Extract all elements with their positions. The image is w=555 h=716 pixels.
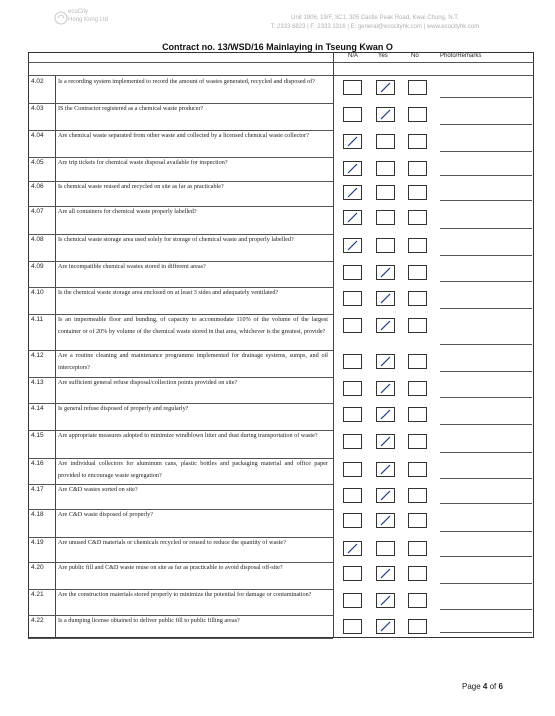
tick-mark-icon	[377, 620, 394, 633]
remarks-line[interactable]	[440, 503, 532, 504]
remarks-line[interactable]	[440, 424, 532, 425]
tick-mark-icon	[377, 292, 394, 305]
question-text: Are C&D wastes sorted on site?	[58, 486, 138, 493]
checkbox-no[interactable]	[408, 185, 427, 200]
checkbox-yes[interactable]	[376, 593, 395, 608]
remarks-line[interactable]	[440, 228, 532, 229]
question-text: Are chemical waste separated from other waste and collected by a licensed chemical waste collector?	[58, 132, 309, 139]
remarks-line[interactable]	[440, 124, 532, 125]
column-header-na: N/A	[348, 53, 359, 59]
question-text: Is an impermeable floor and bunding, of capacity to accommodate 110% of the volume of the largest container or of 20% by volume of the chemical waste stored in that area, whichever is the greatest, provide?	[58, 316, 328, 335]
checkbox-na[interactable]	[343, 107, 362, 122]
question-column-divider	[333, 52, 334, 638]
checkbox-no[interactable]	[408, 107, 427, 122]
question-text: Is a dumping license obtained to deliver public fill to public filling areas?	[58, 617, 240, 624]
column-header-no: No	[411, 53, 419, 59]
row-number: 4.21	[31, 591, 44, 598]
page-prefix: Page	[462, 682, 481, 691]
question-text: Are a routine cleaning and maintenance programme implemented for drainage systems, sumps, and oil interceptors?	[58, 352, 328, 371]
checkbox-yes[interactable]	[376, 619, 395, 634]
tick-mark-icon	[344, 135, 361, 148]
checkbox-no[interactable]	[408, 513, 427, 528]
checkbox-na[interactable]	[343, 161, 362, 176]
checkbox-no[interactable]	[408, 134, 427, 149]
question-text: Are incompatible chemical wastes stored in different areas?	[58, 263, 206, 270]
checkbox-yes[interactable]	[376, 318, 395, 333]
row-number: 4.19	[31, 539, 44, 546]
checkbox-yes[interactable]	[376, 407, 395, 422]
row-number: 4.06	[31, 183, 44, 190]
header-divider	[28, 62, 534, 63]
tick-mark-icon	[377, 489, 394, 502]
checkbox-yes[interactable]	[376, 185, 395, 200]
tick-mark-icon	[377, 266, 394, 279]
number-column-divider	[55, 75, 56, 638]
checkbox-yes[interactable]	[376, 161, 395, 176]
checkbox-na[interactable]	[343, 619, 362, 634]
checkbox-no[interactable]	[408, 210, 427, 225]
question-text: Are unused C&D materials or chemicals recycled or reused to reduce the quantity of waste?	[58, 539, 286, 546]
checkbox-na[interactable]	[343, 185, 362, 200]
remarks-line[interactable]	[440, 609, 532, 610]
question-text: Is chemical waste storage area used solely for storage of chemical waste and properly labelled?	[58, 236, 294, 243]
row-number: 4.08	[31, 236, 44, 243]
page-number	[462, 682, 503, 691]
remarks-line[interactable]	[440, 200, 532, 201]
tick-mark-icon	[344, 186, 361, 199]
question-text: Are C&D waste disposed of properly?	[58, 511, 154, 518]
checkbox-no[interactable]	[408, 291, 427, 306]
question-text: Are all containers for chemical waste properly labelled?	[58, 208, 197, 215]
page-total: 6	[498, 682, 503, 691]
checkbox-yes[interactable]	[376, 291, 395, 306]
checkbox-no[interactable]	[408, 381, 427, 396]
page-of: of	[489, 682, 497, 691]
question-text: IS the Contractor registered as a chemical waste producer?	[58, 105, 204, 112]
question-text: Is a recording system implemented to record the amount of wastes generated, recycled and disposed of?	[58, 78, 316, 85]
checkbox-no[interactable]	[408, 619, 427, 634]
checkbox-na[interactable]	[343, 434, 362, 449]
checkbox-no[interactable]	[408, 80, 427, 95]
address-line-1: Unit 1906, 19/F, 3C1, 305 Castle Peak Road, Kwai Chung, N.T.	[291, 15, 459, 21]
tick-mark-icon	[344, 239, 361, 252]
tick-mark-icon	[377, 435, 394, 448]
checkbox-yes[interactable]	[376, 354, 395, 369]
row-number: 4.14	[31, 405, 44, 412]
checkbox-yes[interactable]	[376, 134, 395, 149]
logo-line-1: ecoCity	[68, 9, 89, 15]
checkbox-na[interactable]	[343, 134, 362, 149]
tick-mark-icon	[377, 514, 394, 527]
tick-mark-icon	[377, 463, 394, 476]
page-title: Contract no. 13/WSD/16 Mainlaying in Tseung Kwan O	[162, 42, 393, 52]
checkbox-na[interactable]	[343, 593, 362, 608]
remarks-line[interactable]	[440, 344, 532, 345]
question-text: Are individual collectors for aluminum cans, plastic bottles and packaging material and office paper provided to encourage waste segregation?	[58, 460, 328, 479]
question-text: Is chemical waste reused and recycled on site as far as practicable?	[58, 183, 224, 190]
checkbox-yes[interactable]	[376, 238, 395, 253]
page-current: 4	[482, 682, 488, 691]
checkbox-yes[interactable]	[376, 210, 395, 225]
checkbox-no[interactable]	[408, 354, 427, 369]
checkbox-no[interactable]	[408, 407, 427, 422]
row-number: 4.02	[31, 78, 44, 85]
column-header-remarks: Photo/Remarks	[440, 53, 482, 59]
tick-mark-icon	[377, 81, 394, 94]
tick-mark-icon	[377, 567, 394, 580]
checkbox-yes[interactable]	[376, 488, 395, 503]
checkbox-no[interactable]	[408, 488, 427, 503]
question-text: Is general refuse disposed of properly and regularly?	[58, 405, 189, 412]
checkbox-no[interactable]	[408, 462, 427, 477]
remarks-line[interactable]	[440, 632, 532, 633]
tick-mark-icon	[344, 162, 361, 175]
checkbox-na[interactable]	[343, 354, 362, 369]
checkbox-yes[interactable]	[376, 513, 395, 528]
row-number: 4.13	[31, 379, 44, 386]
column-header-yes: Yes	[378, 53, 388, 59]
remarks-line[interactable]	[440, 397, 532, 398]
checkbox-no[interactable]	[408, 434, 427, 449]
checkbox-no[interactable]	[408, 318, 427, 333]
question-text: Are the construction materials stored properly to minimize the potential for damage or contamination?	[58, 591, 312, 598]
row-number: 4.16	[31, 460, 44, 467]
row-number: 4.20	[31, 564, 44, 571]
checkbox-yes[interactable]	[376, 80, 395, 95]
row-number: 4.18	[31, 511, 44, 518]
remarks-line[interactable]	[440, 281, 532, 282]
row-divider	[28, 638, 333, 639]
checkbox-na[interactable]	[343, 210, 362, 225]
checkbox-na[interactable]	[343, 318, 362, 333]
remarks-line[interactable]	[440, 175, 532, 176]
row-number: 4.17	[31, 486, 44, 493]
checkbox-no[interactable]	[408, 593, 427, 608]
logo-text	[68, 8, 108, 24]
address-line-2: T: 2333 6823 | F: 2333 1316 | E: general@ecocityhk.com | www.ecocityhk.com	[270, 24, 480, 30]
checkbox-no[interactable]	[408, 265, 427, 280]
row-number: 4.22	[31, 617, 44, 624]
tick-mark-icon	[377, 355, 394, 368]
question-text: Are trip tickets for chemical waste disposal available for inspection?	[58, 159, 228, 166]
row-number: 4.04	[31, 132, 44, 139]
checkbox-na[interactable]	[343, 541, 362, 556]
checkbox-no[interactable]	[408, 161, 427, 176]
remarks-line[interactable]	[440, 452, 532, 453]
tick-mark-icon	[377, 319, 394, 332]
row-number: 4.12	[31, 352, 44, 359]
checkbox-na[interactable]	[343, 291, 362, 306]
letterhead	[0, 0, 555, 40]
checkbox-na[interactable]	[343, 488, 362, 503]
tick-mark-icon	[377, 594, 394, 607]
checkbox-yes[interactable]	[376, 541, 395, 556]
logo-line-2: Hong Kong Ltd	[68, 17, 109, 23]
remarks-line[interactable]	[440, 255, 532, 256]
checkbox-no[interactable]	[408, 541, 427, 556]
company-address	[250, 14, 500, 32]
row-number: 4.10	[31, 289, 44, 296]
checkbox-yes[interactable]	[376, 462, 395, 477]
remarks-line[interactable]	[440, 583, 532, 584]
checkbox-yes[interactable]	[376, 434, 395, 449]
checkbox-no[interactable]	[408, 238, 427, 253]
checkbox-na[interactable]	[343, 462, 362, 477]
tick-mark-icon	[377, 108, 394, 121]
checkbox-na[interactable]	[343, 381, 362, 396]
checkbox-yes[interactable]	[376, 566, 395, 581]
tick-mark-icon	[377, 382, 394, 395]
row-number: 4.07	[31, 208, 44, 215]
checkbox-na[interactable]	[343, 80, 362, 95]
remarks-line[interactable]	[440, 556, 532, 557]
tick-mark-icon	[344, 211, 361, 224]
checkbox-yes[interactable]	[376, 265, 395, 280]
tick-mark-icon	[344, 542, 361, 555]
checkbox-na[interactable]	[343, 238, 362, 253]
row-number: 4.15	[31, 432, 44, 439]
question-text: Are appropriate measures adopted to minimize windblown litter and dust during transportation of waste?	[58, 432, 318, 439]
checkbox-yes[interactable]	[376, 381, 395, 396]
question-text: Are sufficient general refuse disposal/collection points provided on site?	[58, 379, 238, 386]
checkbox-na[interactable]	[343, 265, 362, 280]
checkbox-na[interactable]	[343, 513, 362, 528]
checkbox-na[interactable]	[343, 407, 362, 422]
row-number: 4.09	[31, 263, 44, 270]
remarks-line[interactable]	[440, 151, 532, 152]
checkbox-na[interactable]	[343, 566, 362, 581]
remarks-line[interactable]	[440, 97, 532, 98]
checkbox-yes[interactable]	[376, 107, 395, 122]
remarks-line[interactable]	[440, 308, 532, 309]
remarks-line[interactable]	[440, 371, 532, 372]
tick-mark-icon	[377, 408, 394, 421]
remarks-line[interactable]	[440, 531, 532, 532]
row-number: 4.05	[31, 159, 44, 166]
question-text: Is the chemical waste storage area enclosed on at least 3 sides and adequately ventilated?	[58, 289, 279, 296]
row-number: 4.03	[31, 105, 44, 112]
question-text: Are public fill and C&D waste reuse on site as far as practicable to avoid disposal off-site?	[58, 564, 283, 571]
checkbox-no[interactable]	[408, 566, 427, 581]
row-number: 4.11	[31, 316, 44, 323]
remarks-line[interactable]	[440, 478, 532, 479]
